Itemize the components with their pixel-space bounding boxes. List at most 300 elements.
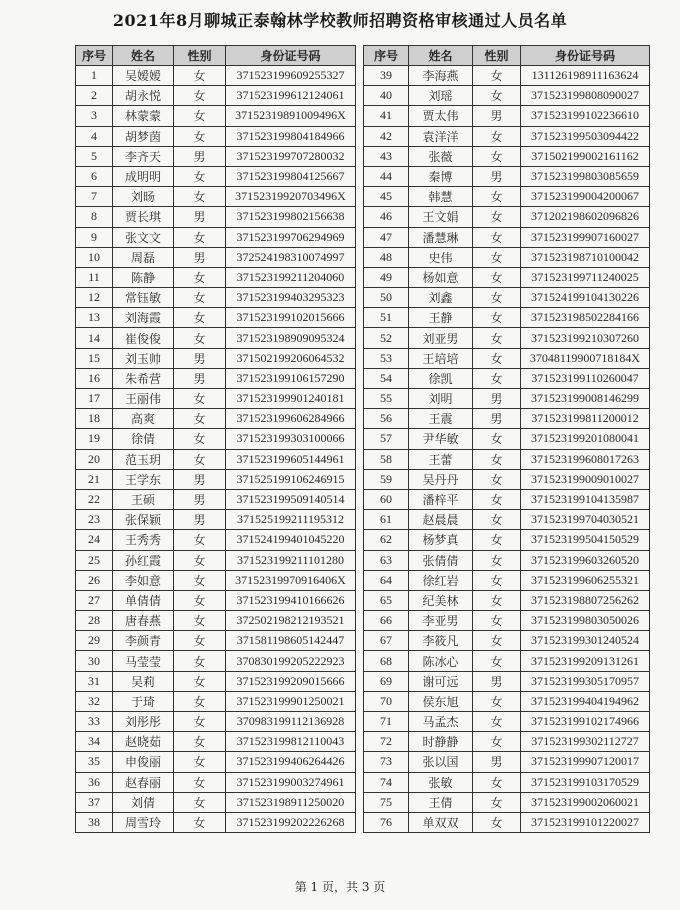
cell-gender: 女 bbox=[174, 732, 226, 752]
cell-gender: 女 bbox=[473, 469, 521, 489]
cell-name: 张文文 bbox=[113, 227, 174, 247]
cell-id-number: 371523199102236610 bbox=[521, 106, 650, 126]
cell-id-number: 372524198310074997 bbox=[226, 247, 356, 267]
cell-seq: 25 bbox=[76, 550, 113, 570]
cell-seq: 68 bbox=[364, 651, 409, 671]
table-row bbox=[76, 368, 356, 388]
cell-gender: 女 bbox=[174, 126, 226, 146]
cell-id-number: 371525199106246915 bbox=[226, 469, 356, 489]
cell-name: 刘旸 bbox=[113, 187, 174, 207]
cell-seq: 61 bbox=[364, 510, 409, 530]
cell-seq: 11 bbox=[76, 267, 113, 287]
cell-seq: 36 bbox=[76, 772, 113, 792]
cell-seq: 65 bbox=[364, 590, 409, 610]
table-row bbox=[364, 651, 650, 671]
cell-name: 高爽 bbox=[113, 409, 174, 429]
cell-gender: 女 bbox=[473, 651, 521, 671]
cell-id-number: 371523199808090027 bbox=[521, 86, 650, 106]
table-row bbox=[76, 308, 356, 328]
cell-gender: 女 bbox=[174, 389, 226, 409]
table-row bbox=[76, 570, 356, 590]
table-row bbox=[364, 389, 650, 409]
cell-id-number: 371523199606255321 bbox=[521, 570, 650, 590]
table-row bbox=[364, 772, 650, 792]
cell-name: 张薇 bbox=[409, 146, 473, 166]
table-row bbox=[364, 611, 650, 631]
cell-seq: 44 bbox=[364, 166, 409, 186]
header-id: 身份证号码 bbox=[226, 46, 356, 66]
cell-name: 时静静 bbox=[409, 732, 473, 752]
cell-gender: 女 bbox=[174, 550, 226, 570]
cell-name: 刘鑫 bbox=[409, 288, 473, 308]
cell-gender: 男 bbox=[174, 368, 226, 388]
cell-seq: 66 bbox=[364, 611, 409, 631]
cell-id-number: 371523199603260520 bbox=[521, 550, 650, 570]
table-row bbox=[76, 530, 356, 550]
cell-gender: 女 bbox=[473, 449, 521, 469]
table-row bbox=[364, 429, 650, 449]
header-gender: 性别 bbox=[473, 46, 521, 66]
cell-name: 谢可远 bbox=[409, 671, 473, 691]
cell-gender: 女 bbox=[473, 187, 521, 207]
cell-name: 李海燕 bbox=[409, 66, 473, 86]
cell-name: 胡梦茵 bbox=[113, 126, 174, 146]
cell-id-number: 371523199305170957 bbox=[521, 671, 650, 691]
cell-seq: 62 bbox=[364, 530, 409, 550]
table-row bbox=[76, 752, 356, 772]
cell-id-number: 371523199201080041 bbox=[521, 429, 650, 449]
cell-name: 王丽伟 bbox=[113, 389, 174, 409]
cell-seq: 58 bbox=[364, 449, 409, 469]
cell-name: 王震 bbox=[409, 409, 473, 429]
cell-seq: 57 bbox=[364, 429, 409, 449]
cell-name: 王培培 bbox=[409, 348, 473, 368]
cell-gender: 女 bbox=[174, 66, 226, 86]
cell-name: 贾太伟 bbox=[409, 106, 473, 126]
cell-seq: 50 bbox=[364, 288, 409, 308]
cell-gender: 男 bbox=[174, 247, 226, 267]
cell-id-number: 371523199503094422 bbox=[521, 126, 650, 146]
table-row bbox=[364, 166, 650, 186]
cell-id-number: 371523199104135987 bbox=[521, 489, 650, 509]
cell-seq: 42 bbox=[364, 126, 409, 146]
cell-seq: 38 bbox=[76, 812, 113, 832]
cell-name: 纪美林 bbox=[409, 590, 473, 610]
cell-gender: 女 bbox=[174, 611, 226, 631]
cell-seq: 5 bbox=[76, 146, 113, 166]
cell-gender: 男 bbox=[174, 146, 226, 166]
cell-gender: 女 bbox=[473, 308, 521, 328]
cell-seq: 2 bbox=[76, 86, 113, 106]
cell-gender: 女 bbox=[174, 429, 226, 449]
cell-name: 刘彤彤 bbox=[113, 712, 174, 732]
cell-gender: 女 bbox=[473, 570, 521, 590]
cell-seq: 46 bbox=[364, 207, 409, 227]
cell-name: 潘慧琳 bbox=[409, 227, 473, 247]
cell-id-number: 371581198605142447 bbox=[226, 631, 356, 651]
cell-name: 王学东 bbox=[113, 469, 174, 489]
cell-id-number: 371523199103170529 bbox=[521, 772, 650, 792]
cell-id-number: 371523199812110043 bbox=[226, 732, 356, 752]
cell-gender: 女 bbox=[174, 651, 226, 671]
table-row bbox=[76, 812, 356, 832]
cell-seq: 29 bbox=[76, 631, 113, 651]
cell-id-number: 371523199404194962 bbox=[521, 691, 650, 711]
cell-id-number: 371523199509140514 bbox=[226, 489, 356, 509]
table-row bbox=[364, 469, 650, 489]
cell-id-number: 371523199605144961 bbox=[226, 449, 356, 469]
cell-seq: 39 bbox=[364, 66, 409, 86]
cell-seq: 64 bbox=[364, 570, 409, 590]
table-row bbox=[76, 146, 356, 166]
header-name: 姓名 bbox=[409, 46, 473, 66]
table-header-row bbox=[76, 46, 356, 66]
cell-gender: 女 bbox=[473, 590, 521, 610]
cell-id-number: 371523199704030521 bbox=[521, 510, 650, 530]
cell-gender: 女 bbox=[473, 227, 521, 247]
cell-id-number: 371523199202226268 bbox=[226, 812, 356, 832]
cell-seq: 70 bbox=[364, 691, 409, 711]
header-name: 姓名 bbox=[113, 46, 174, 66]
table-row bbox=[364, 288, 650, 308]
table-row bbox=[76, 550, 356, 570]
table-row bbox=[364, 631, 650, 651]
cell-gender: 女 bbox=[174, 86, 226, 106]
cell-seq: 24 bbox=[76, 530, 113, 550]
cell-seq: 60 bbox=[364, 489, 409, 509]
cell-seq: 28 bbox=[76, 611, 113, 631]
table-row bbox=[76, 227, 356, 247]
cell-id-number: 371523199803085659 bbox=[521, 166, 650, 186]
cell-seq: 72 bbox=[364, 732, 409, 752]
cell-id-number: 371523199504150529 bbox=[521, 530, 650, 550]
cell-gender: 女 bbox=[174, 166, 226, 186]
cell-name: 刘海霞 bbox=[113, 308, 174, 328]
cell-name: 张倩倩 bbox=[409, 550, 473, 570]
cell-name: 吴嫒嫒 bbox=[113, 66, 174, 86]
header-id: 身份证号码 bbox=[521, 46, 650, 66]
table-row bbox=[76, 449, 356, 469]
table-row bbox=[364, 368, 650, 388]
cell-id-number: 371523198710100042 bbox=[521, 247, 650, 267]
cell-name: 王硕 bbox=[113, 489, 174, 509]
cell-gender: 女 bbox=[473, 712, 521, 732]
cell-seq: 31 bbox=[76, 671, 113, 691]
cell-id-number: 371523199210307260 bbox=[521, 328, 650, 348]
cell-id-number: 371523198911250020 bbox=[226, 792, 356, 812]
table-row bbox=[76, 106, 356, 126]
cell-gender: 女 bbox=[174, 409, 226, 429]
cell-id-number: 371523199608017263 bbox=[521, 449, 650, 469]
cell-id-number: 371523199211101280 bbox=[226, 550, 356, 570]
table-row bbox=[364, 86, 650, 106]
cell-name: 韩慧 bbox=[409, 187, 473, 207]
table-row bbox=[76, 247, 356, 267]
cell-id-number: 371523199209131261 bbox=[521, 651, 650, 671]
cell-seq: 16 bbox=[76, 368, 113, 388]
cell-name: 马莹莹 bbox=[113, 651, 174, 671]
cell-seq: 6 bbox=[76, 166, 113, 186]
cell-seq: 37 bbox=[76, 792, 113, 812]
cell-id-number: 371523199901240181 bbox=[226, 389, 356, 409]
cell-gender: 女 bbox=[174, 792, 226, 812]
cell-id-number: 371202198602096826 bbox=[521, 207, 650, 227]
cell-gender: 女 bbox=[174, 187, 226, 207]
cell-name: 王蕾 bbox=[409, 449, 473, 469]
cell-seq: 27 bbox=[76, 590, 113, 610]
table-row bbox=[76, 389, 356, 409]
cell-gender: 女 bbox=[473, 489, 521, 509]
cell-name: 潘梓平 bbox=[409, 489, 473, 509]
table-row bbox=[364, 732, 650, 752]
table-row bbox=[76, 166, 356, 186]
cell-id-number: 371523199209015666 bbox=[226, 671, 356, 691]
cell-seq: 56 bbox=[364, 409, 409, 429]
table-row bbox=[364, 308, 650, 328]
table-row bbox=[76, 288, 356, 308]
cell-name: 李颜青 bbox=[113, 631, 174, 651]
cell-id-number: 371524199401045220 bbox=[226, 530, 356, 550]
table-row bbox=[364, 187, 650, 207]
cell-gender: 女 bbox=[473, 247, 521, 267]
table-row bbox=[364, 106, 650, 126]
cell-name: 申俊丽 bbox=[113, 752, 174, 772]
cell-id-number: 371523199009010027 bbox=[521, 469, 650, 489]
cell-gender: 女 bbox=[174, 106, 226, 126]
table-row bbox=[364, 348, 650, 368]
cell-id-number: 371523199004200067 bbox=[521, 187, 650, 207]
cell-gender: 女 bbox=[174, 671, 226, 691]
table-row bbox=[364, 409, 650, 429]
cell-name: 刘倩 bbox=[113, 792, 174, 812]
cell-name: 李如意 bbox=[113, 570, 174, 590]
table-row bbox=[76, 772, 356, 792]
cell-gender: 女 bbox=[174, 691, 226, 711]
cell-seq: 47 bbox=[364, 227, 409, 247]
cell-gender: 男 bbox=[174, 510, 226, 530]
cell-id-number: 371523198807256262 bbox=[521, 590, 650, 610]
cell-id-number: 371523199102174966 bbox=[521, 712, 650, 732]
table-row bbox=[76, 348, 356, 368]
cell-name: 徐倩 bbox=[113, 429, 174, 449]
table-row bbox=[76, 732, 356, 752]
cell-id-number: 371525199211195312 bbox=[226, 510, 356, 530]
cell-id-number: 371523199803050026 bbox=[521, 611, 650, 631]
cell-id-number: 37152319891009496X bbox=[226, 106, 356, 126]
cell-name: 胡永悦 bbox=[113, 86, 174, 106]
table-row bbox=[364, 550, 650, 570]
cell-seq: 14 bbox=[76, 328, 113, 348]
cell-seq: 19 bbox=[76, 429, 113, 449]
cell-name: 袁洋洋 bbox=[409, 126, 473, 146]
cell-name: 孙红霞 bbox=[113, 550, 174, 570]
cell-name: 林蒙蒙 bbox=[113, 106, 174, 126]
cell-gender: 女 bbox=[473, 267, 521, 287]
cell-gender: 女 bbox=[174, 590, 226, 610]
cell-gender: 男 bbox=[174, 348, 226, 368]
cell-seq: 48 bbox=[364, 247, 409, 267]
cell-id-number: 37048119900718184X bbox=[521, 348, 650, 368]
cell-seq: 69 bbox=[364, 671, 409, 691]
table-row bbox=[76, 712, 356, 732]
cell-id-number: 371523199901250021 bbox=[226, 691, 356, 711]
table-row bbox=[76, 409, 356, 429]
cell-id-number: 370830199205222923 bbox=[226, 651, 356, 671]
cell-gender: 女 bbox=[473, 86, 521, 106]
cell-gender: 男 bbox=[473, 409, 521, 429]
table-row bbox=[364, 489, 650, 509]
table-row bbox=[364, 146, 650, 166]
cell-name: 李筱凡 bbox=[409, 631, 473, 651]
table-row bbox=[364, 247, 650, 267]
cell-gender: 女 bbox=[174, 712, 226, 732]
cell-gender: 女 bbox=[473, 792, 521, 812]
cell-id-number: 371523199302112727 bbox=[521, 732, 650, 752]
cell-name: 张敏 bbox=[409, 772, 473, 792]
table-row bbox=[364, 570, 650, 590]
cell-id-number: 371523199102015666 bbox=[226, 308, 356, 328]
table-row bbox=[76, 267, 356, 287]
table-row bbox=[364, 691, 650, 711]
table-header-row bbox=[364, 46, 650, 66]
table-row bbox=[76, 66, 356, 86]
table-row bbox=[364, 267, 650, 287]
cell-gender: 女 bbox=[473, 611, 521, 631]
cell-seq: 67 bbox=[364, 631, 409, 651]
cell-name: 侯东旭 bbox=[409, 691, 473, 711]
cell-name: 徐红岩 bbox=[409, 570, 473, 590]
table-row bbox=[76, 792, 356, 812]
cell-name: 马孟杰 bbox=[409, 712, 473, 732]
table-row bbox=[76, 328, 356, 348]
cell-name: 常钰敏 bbox=[113, 288, 174, 308]
table-row bbox=[364, 792, 650, 812]
table-row bbox=[76, 691, 356, 711]
cell-seq: 73 bbox=[364, 752, 409, 772]
cell-gender: 女 bbox=[473, 146, 521, 166]
table-row bbox=[76, 207, 356, 227]
cell-gender: 男 bbox=[174, 489, 226, 509]
cell-id-number: 370983199112136928 bbox=[226, 712, 356, 732]
cell-seq: 49 bbox=[364, 267, 409, 287]
cell-seq: 63 bbox=[364, 550, 409, 570]
cell-gender: 男 bbox=[473, 106, 521, 126]
cell-id-number: 371502199206064532 bbox=[226, 348, 356, 368]
cell-gender: 女 bbox=[473, 691, 521, 711]
cell-gender: 女 bbox=[174, 631, 226, 651]
cell-name: 李齐天 bbox=[113, 146, 174, 166]
cell-seq: 4 bbox=[76, 126, 113, 146]
cell-seq: 1 bbox=[76, 66, 113, 86]
cell-name: 尹华敏 bbox=[409, 429, 473, 449]
cell-seq: 53 bbox=[364, 348, 409, 368]
page-indicator: 第 1 页，共 3 页 bbox=[294, 880, 386, 894]
cell-gender: 女 bbox=[473, 207, 521, 227]
cell-id-number: 371502199002161162 bbox=[521, 146, 650, 166]
cell-seq: 3 bbox=[76, 106, 113, 126]
cell-id-number: 371523199008146299 bbox=[521, 389, 650, 409]
table-row bbox=[76, 489, 356, 509]
table-row bbox=[364, 510, 650, 530]
cell-id-number: 371523199707280032 bbox=[226, 146, 356, 166]
cell-gender: 女 bbox=[174, 570, 226, 590]
cell-name: 王秀秀 bbox=[113, 530, 174, 550]
cell-id-number: 371523199706294969 bbox=[226, 227, 356, 247]
cell-gender: 女 bbox=[473, 772, 521, 792]
cell-name: 秦博 bbox=[409, 166, 473, 186]
table-row bbox=[364, 752, 650, 772]
cell-seq: 18 bbox=[76, 409, 113, 429]
cell-name: 成明明 bbox=[113, 166, 174, 186]
cell-id-number: 37152319970916406X bbox=[226, 570, 356, 590]
cell-name: 贾长琪 bbox=[113, 207, 174, 227]
cell-gender: 男 bbox=[473, 752, 521, 772]
cell-name: 刘玉帅 bbox=[113, 348, 174, 368]
cell-name: 吴莉 bbox=[113, 671, 174, 691]
applicant-table-right bbox=[363, 45, 650, 833]
cell-name: 崔俊俊 bbox=[113, 328, 174, 348]
cell-seq: 43 bbox=[364, 146, 409, 166]
cell-name: 刘亚男 bbox=[409, 328, 473, 348]
cell-id-number: 371523199711240025 bbox=[521, 267, 650, 287]
table-row bbox=[76, 611, 356, 631]
cell-seq: 35 bbox=[76, 752, 113, 772]
cell-gender: 女 bbox=[473, 550, 521, 570]
cell-id-number: 371523199804125667 bbox=[226, 166, 356, 186]
cell-seq: 32 bbox=[76, 691, 113, 711]
document-title: 2021年8月聊城正泰翰林学校教师招聘资格审核通过人员名单 bbox=[112, 11, 568, 30]
cell-name: 王倩 bbox=[409, 792, 473, 812]
cell-id-number: 371523199211204060 bbox=[226, 267, 356, 287]
cell-seq: 76 bbox=[364, 812, 409, 832]
cell-gender: 女 bbox=[174, 772, 226, 792]
cell-id-number: 371523199606284966 bbox=[226, 409, 356, 429]
cell-seq: 74 bbox=[364, 772, 409, 792]
table-row bbox=[76, 671, 356, 691]
cell-seq: 17 bbox=[76, 389, 113, 409]
header-seq: 序号 bbox=[364, 46, 409, 66]
cell-name: 周磊 bbox=[113, 247, 174, 267]
cell-id-number: 371523199301240524 bbox=[521, 631, 650, 651]
cell-gender: 女 bbox=[473, 328, 521, 348]
cell-seq: 45 bbox=[364, 187, 409, 207]
cell-name: 王静 bbox=[409, 308, 473, 328]
cell-seq: 8 bbox=[76, 207, 113, 227]
table-row bbox=[364, 66, 650, 86]
table-row bbox=[76, 187, 356, 207]
header-gender: 性别 bbox=[174, 46, 226, 66]
table-row bbox=[76, 429, 356, 449]
cell-id-number: 371523199110260047 bbox=[521, 368, 650, 388]
cell-seq: 15 bbox=[76, 348, 113, 368]
table-row bbox=[364, 126, 650, 146]
cell-name: 徐凯 bbox=[409, 368, 473, 388]
cell-gender: 女 bbox=[174, 752, 226, 772]
cell-seq: 13 bbox=[76, 308, 113, 328]
cell-id-number: 371523199403295323 bbox=[226, 288, 356, 308]
cell-gender: 女 bbox=[174, 267, 226, 287]
cell-id-number: 371523199804184966 bbox=[226, 126, 356, 146]
cell-name: 史伟 bbox=[409, 247, 473, 267]
table-row bbox=[364, 449, 650, 469]
cell-name: 朱希营 bbox=[113, 368, 174, 388]
cell-gender: 女 bbox=[174, 308, 226, 328]
cell-name: 赵晨晨 bbox=[409, 510, 473, 530]
cell-seq: 59 bbox=[364, 469, 409, 489]
cell-id-number: 371523199410166626 bbox=[226, 590, 356, 610]
cell-gender: 女 bbox=[174, 328, 226, 348]
cell-id-number: 37152319920703496X bbox=[226, 187, 356, 207]
